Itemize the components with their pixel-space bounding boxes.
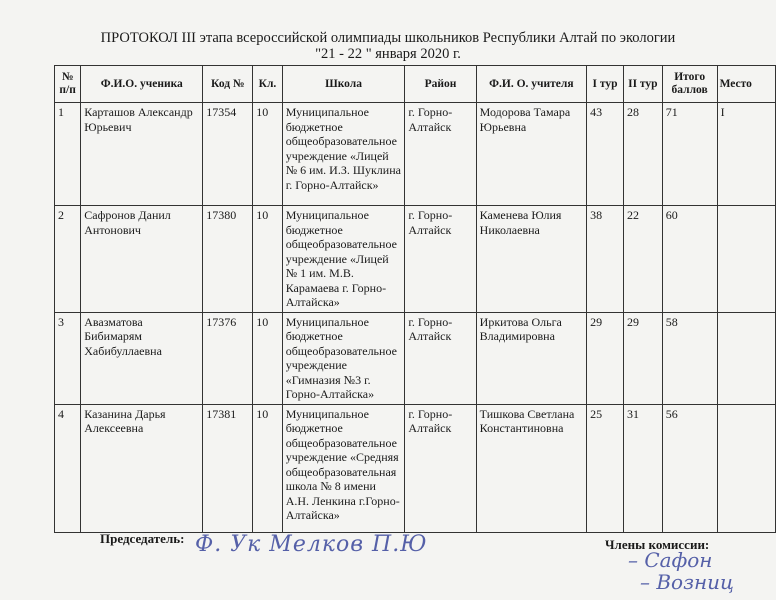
tour1-score: 25: [587, 404, 624, 532]
student-code: 17354: [203, 103, 253, 206]
table-row: [55, 103, 776, 206]
row-num: 1: [55, 103, 81, 206]
student-code: 17381: [203, 404, 253, 532]
col-header-code: Код №: [203, 66, 253, 103]
district: г. Горно-Алтайск: [405, 103, 476, 206]
col-header-name: Ф.И.О. ученика: [81, 66, 203, 103]
place: [717, 312, 775, 404]
place: [717, 206, 775, 313]
table-row: [55, 312, 776, 404]
col-header-total: Итого баллов: [662, 66, 717, 103]
table-row: [55, 404, 776, 532]
results-table: [54, 65, 776, 533]
chair-label: Председатель:: [100, 531, 185, 546]
total-score: 71: [662, 103, 717, 206]
student-code: 17380: [203, 206, 253, 313]
col-header-num: № п/п: [55, 66, 81, 103]
table-header-row: [55, 66, 776, 103]
tour1-score: 43: [587, 103, 624, 206]
tour2-score: 29: [623, 312, 662, 404]
signature-mark: Ф. Ук: [195, 532, 262, 557]
student-name: Сафронов Данил Антонович: [81, 206, 203, 313]
row-num: 3: [55, 312, 81, 404]
school-name: Муниципальное бюджетное общеобразовательное учреждение «Средняя общеобразовательная школа № 8 имени А.Н. Ленкина г.Горно-Алтайска»: [282, 404, 405, 532]
teacher-name: Каменева Юлия Николаевна: [476, 206, 586, 313]
teacher-name: Модорова Тамара Юрьевна: [476, 103, 586, 206]
total-score: 56: [662, 404, 717, 532]
tour1-score: 29: [587, 312, 624, 404]
table-row: [55, 206, 776, 313]
col-header-school: Школа: [282, 66, 405, 103]
tour2-score: 28: [623, 103, 662, 206]
tour2-score: 31: [623, 404, 662, 532]
place: [717, 404, 775, 532]
district: г. Горно-Алтайск: [405, 404, 476, 532]
row-num: 4: [55, 404, 81, 532]
place: I: [717, 103, 775, 206]
document-title: [0, 30, 776, 62]
teacher-name: Тишкова Светлана Константиновна: [476, 404, 586, 532]
total-score: 60: [662, 206, 717, 313]
col-header-tour2: II тур: [623, 66, 662, 103]
col-header-teacher: Ф.И. О. учителя: [476, 66, 586, 103]
student-grade: 10: [253, 312, 282, 404]
student-name: Карташов Александр Юрьевич: [81, 103, 203, 206]
tour2-score: 22: [623, 206, 662, 313]
student-grade: 10: [253, 103, 282, 206]
school-name: Муниципальное бюджетное общеобразовательное учреждение «Гимназия №3 г. Горно-Алтайска»: [282, 312, 405, 404]
school-name: Муниципальное бюджетное общеобразовательное учреждение «Лицей № 6 им. И.З. Шуклина г. Горно-Алтайск»: [282, 103, 405, 206]
school-name: Муниципальное бюджетное общеобразовательное учреждение «Лицей № 1 им. М.В. Карамаева г. Горно-Алтайска»: [282, 206, 405, 313]
student-code: 17376: [203, 312, 253, 404]
district: г. Горно-Алтайск: [405, 312, 476, 404]
total-score: 58: [662, 312, 717, 404]
col-header-district: Район: [405, 66, 476, 103]
member1-signature: – Сафон: [628, 548, 713, 572]
member2-signature: – Возниц: [640, 570, 735, 594]
student-name: Казанина Дарья Алексеевна: [81, 404, 203, 532]
row-num: 2: [55, 206, 81, 313]
district: г. Горно-Алтайск: [405, 206, 476, 313]
col-header-grade: Кл.: [253, 66, 282, 103]
title-line-1: ПРОТОКОЛ III этапа всероссийской олимпиады школьников Республики Алтай по экологии: [100, 30, 676, 46]
student-grade: 10: [253, 206, 282, 313]
col-header-tour1: I тур: [587, 66, 624, 103]
chair-signature-text: Мелков П.Ю: [269, 532, 428, 557]
student-name: Авазматова Бибимарям Хабибуллаевна: [81, 312, 203, 404]
teacher-name: Иркитова Ольга Владимировна: [476, 312, 586, 404]
members-label: Члены комиссии:: [605, 537, 710, 552]
student-grade: 10: [253, 404, 282, 532]
title-line-2: "21 - 22 " января 2020 г.: [315, 46, 461, 62]
col-header-place: Место: [717, 66, 775, 103]
tour1-score: 38: [587, 206, 624, 313]
chair-signature: [195, 532, 427, 557]
